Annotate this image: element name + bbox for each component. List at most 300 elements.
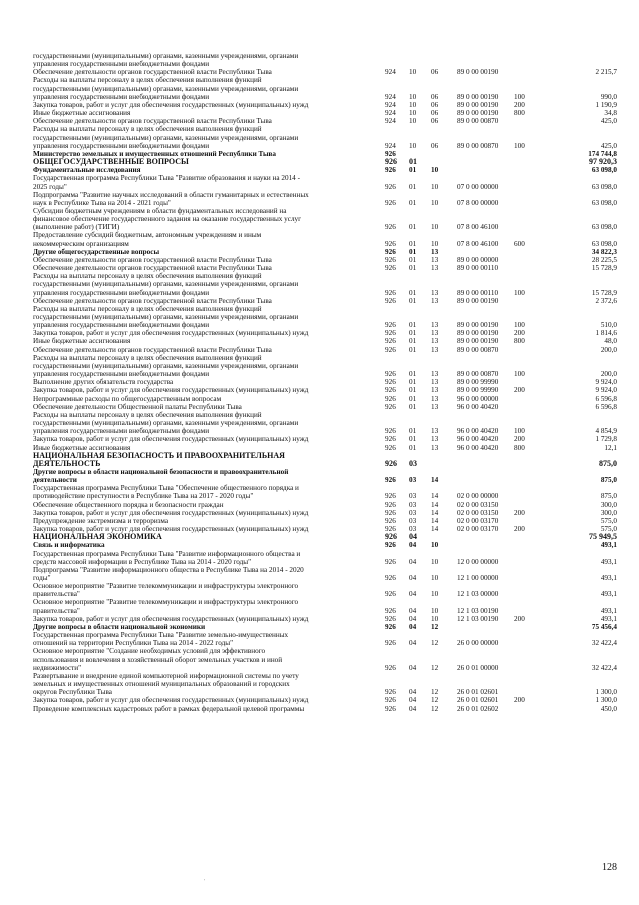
- admin-code: 926: [385, 427, 396, 436]
- admin-code: 926: [385, 492, 396, 501]
- table-row: [33, 158, 617, 166]
- section-code: 01: [409, 394, 417, 403]
- target-article-code: 89 0 00 00190: [457, 92, 499, 101]
- row-name: Обеспечение деятельности органов государственной власти Республики Тыва: [33, 345, 272, 354]
- table-row: [33, 142, 617, 150]
- subsection-code: 14: [431, 500, 439, 509]
- target-article-code: 96 0 00 00000: [457, 394, 499, 403]
- admin-code: 926: [385, 264, 396, 273]
- subsection-code: 10: [431, 541, 439, 550]
- row-name: управления государственными внебюджетными фондами: [33, 60, 210, 69]
- row-name: Обеспечение деятельности органов государственной власти Республики Тыва: [33, 255, 272, 264]
- admin-code: 926: [385, 541, 396, 550]
- target-article-code: 26 0 01 02601: [457, 696, 499, 705]
- table-row: [33, 117, 617, 125]
- amount: 450,0: [600, 704, 617, 713]
- section-code: 03: [409, 500, 417, 509]
- admin-code: 924: [385, 117, 396, 126]
- subsection-code: 10: [431, 198, 439, 207]
- expense-type-code: 200: [514, 386, 525, 395]
- amount: 425,0: [600, 141, 617, 150]
- table-row: [33, 378, 617, 386]
- row-name: ДЕЯТЕЛЬНОСТЬ: [33, 458, 101, 468]
- subsection-code: 12: [431, 639, 439, 648]
- row-name: Государственная программа Республики Тыва "Развитие земельно-имущественных: [33, 631, 289, 640]
- section-code: 04: [409, 614, 417, 623]
- amount: 48,0: [604, 337, 617, 346]
- subsection-code: 14: [431, 508, 439, 517]
- section-code: 03: [409, 458, 417, 468]
- section-code: 04: [409, 606, 417, 615]
- target-article-code: 07 8 00 00000: [457, 198, 499, 207]
- footer-mark: ': [204, 879, 206, 885]
- amount: 200,0: [600, 370, 617, 379]
- target-article-code: 89 0 00 99990: [457, 386, 499, 395]
- expense-type-code: 100: [514, 370, 525, 379]
- table-row: [33, 574, 617, 582]
- subsection-code: 10: [431, 182, 439, 191]
- admin-code: 926: [385, 247, 396, 256]
- subsection-code: 06: [431, 141, 439, 150]
- section-code: 10: [409, 141, 417, 150]
- target-article-code: 12 1 03 00190: [457, 614, 499, 623]
- target-article-code: 96 0 00 40420: [457, 427, 499, 436]
- section-code: 03: [409, 476, 417, 485]
- expense-type-code: 200: [514, 435, 525, 444]
- target-article-code: 26 0 01 02602: [457, 704, 499, 713]
- expense-type-code: 100: [514, 141, 525, 150]
- row-name: Обеспечение деятельности органов государственной власти Республики Тыва: [33, 296, 272, 305]
- section-code: 01: [409, 264, 417, 273]
- target-article-code: 96 0 00 40420: [457, 402, 499, 411]
- table-row: [33, 582, 617, 590]
- table-row: [33, 321, 617, 329]
- row-name: Закупка товаров, работ и услуг для обеспечения государственных (муниципальных) нужд: [33, 435, 309, 444]
- subsection-code: 12: [431, 696, 439, 705]
- subsection-code: 06: [431, 68, 439, 77]
- section-code: 03: [409, 508, 417, 517]
- admin-code: 926: [385, 394, 396, 403]
- target-article-code: 12 1 03 00000: [457, 590, 499, 599]
- admin-code: 926: [385, 345, 396, 354]
- table-row: [33, 395, 617, 403]
- section-code: 10: [409, 117, 417, 126]
- subsection-code: 12: [431, 663, 439, 672]
- subsection-code: 13: [431, 427, 439, 436]
- table-row: [33, 280, 617, 288]
- row-name: Расходы на выплаты персоналу в целях обеспечения выполнения функций: [33, 353, 262, 362]
- table-row: [33, 656, 617, 664]
- section-code: 01: [409, 255, 417, 264]
- target-article-code: 07 8 00 46100: [457, 239, 499, 248]
- table-row: [33, 52, 617, 60]
- amount: 75 949,5: [589, 532, 617, 542]
- table-row: [33, 223, 617, 231]
- section-code: 04: [409, 557, 417, 566]
- subsection-code: 10: [431, 557, 439, 566]
- subsection-code: 12: [431, 622, 439, 631]
- admin-code: 926: [385, 296, 396, 305]
- amount: 575,0: [600, 525, 617, 534]
- admin-code: 926: [385, 606, 396, 615]
- target-article-code: 02 0 00 03150: [457, 508, 499, 517]
- table-row: [33, 329, 617, 337]
- subsection-code: 14: [431, 476, 439, 485]
- row-name: государственными (муниципальными) органами, казенными учреждениями, органами: [33, 280, 299, 289]
- section-code: 01: [409, 321, 417, 330]
- subsection-code: 13: [431, 264, 439, 273]
- row-name: Обеспечение деятельности органов государственной власти Республики Тыва: [33, 264, 272, 273]
- row-name: средств массовой информации в Республике Тыва на 2014 - 2020 годы": [33, 557, 252, 566]
- admin-code: 926: [385, 435, 396, 444]
- amount: 2 372,6: [595, 296, 617, 305]
- table-row: [33, 664, 617, 672]
- section-code: 10: [409, 109, 417, 118]
- row-name: Обеспечение деятельности органов государственной власти Республики Тыва: [33, 117, 272, 126]
- expense-type-code: 200: [514, 614, 525, 623]
- amount: 34,8: [604, 109, 617, 118]
- section-code: 04: [409, 696, 417, 705]
- table-row: [33, 492, 617, 500]
- row-name: отношений на территории Республики Тыва на 2014 - 2022 годы": [33, 639, 234, 648]
- section-code: 04: [409, 590, 417, 599]
- amount: 200,0: [600, 345, 617, 354]
- table-row: [33, 313, 617, 321]
- admin-code: 926: [385, 557, 396, 566]
- row-name: Фундаментальные исследования: [33, 166, 141, 175]
- section-code: 01: [409, 402, 417, 411]
- section-code: 01: [409, 247, 417, 256]
- row-name: государственными (муниципальными) органами, казенными учреждениями, органами: [33, 52, 299, 60]
- row-name: управления государственными внебюджетными фондами: [33, 427, 210, 436]
- row-name: Предупреждение экстремизма и терроризма: [33, 516, 169, 525]
- amount: 4 854,9: [595, 427, 617, 436]
- amount: 300,0: [600, 500, 617, 509]
- row-name: Закупка товаров, работ и услуг для обеспечения государственных (муниципальных) нужд: [33, 100, 309, 109]
- row-name: Выполнение других обязательств государства: [33, 378, 174, 387]
- row-name: Субсидии бюджетным учреждениям в области фундаментальных исследований на: [33, 206, 287, 215]
- amount: 1 729,8: [595, 435, 617, 444]
- table-row: [33, 264, 617, 272]
- admin-code: 926: [385, 688, 396, 697]
- admin-code: 926: [385, 288, 396, 297]
- row-name: Основное мероприятие "Создание необходимых условий для эффективного: [33, 647, 266, 656]
- table-row: [33, 85, 617, 93]
- page-number: 128: [602, 862, 617, 873]
- target-article-code: 89 0 00 00190: [457, 337, 499, 346]
- row-name: Обеспечение общественного порядка и безопасности граждан: [33, 500, 224, 509]
- table-row: [33, 346, 617, 354]
- expense-type-code: 200: [514, 100, 525, 109]
- row-name: Связь и информатика: [33, 541, 105, 550]
- table-row: [33, 623, 617, 631]
- row-name: Обеспечение деятельности органов государственной власти Республики Тыва: [33, 68, 272, 77]
- row-name: Проведение комплексных кадастровых работ в рамках федеральной целевой программы: [33, 704, 305, 713]
- target-article-code: 12 1 00 00000: [457, 574, 499, 582]
- subsection-code: 13: [431, 321, 439, 330]
- amount: 63 098,0: [591, 166, 617, 175]
- amount: 875,0: [600, 492, 617, 501]
- amount: 97 920,3: [589, 157, 617, 167]
- admin-code: 926: [385, 639, 396, 648]
- row-name: Развертывание и внедрение единой компьютерной информационной системы по учету: [33, 671, 299, 680]
- subsection-code: 13: [431, 337, 439, 346]
- table-row: [33, 362, 617, 370]
- expense-type-code: 200: [514, 696, 525, 705]
- amount: 12,1: [604, 443, 617, 452]
- row-name: наук в Республике Тыва на 2014 - 2021 годы": [33, 198, 171, 207]
- admin-code: 926: [385, 239, 396, 248]
- table-row: [33, 199, 617, 207]
- admin-code: 924: [385, 100, 396, 109]
- section-code: 04: [409, 574, 417, 582]
- amount: 9 924,0: [595, 386, 617, 395]
- table-row: [33, 590, 617, 598]
- table-row: [33, 256, 617, 264]
- section-code: 01: [409, 329, 417, 338]
- amount: 2 215,7: [595, 68, 617, 77]
- section-code: 04: [409, 663, 417, 672]
- table-row: [33, 680, 617, 688]
- section-code: 01: [409, 296, 417, 305]
- target-article-code: 89 0 00 00190: [457, 68, 499, 77]
- table-row: [33, 68, 617, 76]
- table-row: [33, 272, 617, 280]
- expense-type-code: 200: [514, 508, 525, 517]
- table-row: [33, 93, 617, 101]
- subsection-code: 10: [431, 614, 439, 623]
- subsection-code: 10: [431, 166, 439, 175]
- table-row: [33, 672, 617, 680]
- target-article-code: 89 0 00 00190: [457, 100, 499, 109]
- table-row: [33, 134, 617, 142]
- amount: 1 814,6: [595, 329, 617, 338]
- subsection-code: 13: [431, 435, 439, 444]
- row-name: использования и вовлечения в хозяйственный оборот земельных участков и иной: [33, 655, 283, 664]
- row-name: НАЦИОНАЛЬНАЯ ЭКОНОМИКА: [33, 532, 162, 542]
- admin-code: 926: [385, 704, 396, 713]
- target-article-code: 12 0 00 00000: [457, 557, 499, 566]
- amount: 425,0: [600, 117, 617, 126]
- table-row: [33, 468, 617, 476]
- target-article-code: 02 0 00 03170: [457, 516, 499, 525]
- subsection-code: 10: [431, 590, 439, 599]
- amount: 174 744,8: [588, 149, 617, 158]
- target-article-code: 02 0 00 03150: [457, 500, 499, 509]
- admin-code: 926: [385, 476, 396, 485]
- admin-code: 926: [385, 337, 396, 346]
- section-code: 01: [409, 166, 417, 175]
- row-name: Основное мероприятие "Развитие телекоммуникации и инфраструктуры электронного: [33, 582, 299, 591]
- admin-code: 926: [385, 149, 396, 158]
- section-code: 01: [409, 435, 417, 444]
- expense-type-code: 600: [514, 239, 525, 248]
- admin-code: 926: [385, 255, 396, 264]
- target-article-code: 89 0 00 00110: [457, 264, 499, 273]
- admin-code: 926: [385, 182, 396, 191]
- table-row: [33, 435, 617, 443]
- subsection-code: 06: [431, 109, 439, 118]
- admin-code: 924: [385, 141, 396, 150]
- row-name: Основное мероприятие "Развитие телекоммуникации и инфраструктуры электронного: [33, 598, 299, 607]
- row-name: Государственная программа Республики Тыва "Обеспечение общественного порядка и: [33, 484, 299, 493]
- subsection-code: 13: [431, 443, 439, 452]
- subsection-code: 13: [431, 247, 439, 256]
- row-name: Закупка товаров, работ и услуг для обеспечения государственных (муниципальных) нужд: [33, 508, 309, 517]
- admin-code: 926: [385, 166, 396, 175]
- amount: 34 822,3: [591, 247, 617, 256]
- amount: 32 422,4: [591, 663, 617, 672]
- row-name: противодействие преступности в Республике Тыва на 2017 - 2020 годы": [33, 492, 254, 501]
- admin-code: 926: [385, 443, 396, 452]
- expense-type-code: 200: [514, 329, 525, 338]
- row-name: Закупка товаров, работ и услуг для обеспечения государственных (муниципальных) нужд: [33, 614, 309, 623]
- table-row: [33, 452, 617, 460]
- amount: 1 190,9: [595, 100, 617, 109]
- amount: 6 596,8: [595, 402, 617, 411]
- subsection-code: 13: [431, 329, 439, 338]
- table-row: [33, 305, 617, 313]
- row-name: управления государственными внебюджетными фондами: [33, 288, 210, 297]
- table-row: [33, 411, 617, 419]
- subsection-code: 13: [431, 378, 439, 387]
- amount: 28 225,5: [591, 255, 617, 264]
- row-name: Непрограммные расходы по общегосударственным вопросам: [33, 394, 222, 403]
- expense-type-code: 100: [514, 288, 525, 297]
- table-row: [33, 631, 617, 639]
- budget-table: [33, 52, 617, 713]
- target-article-code: 02 0 00 03170: [457, 525, 499, 534]
- row-name: Закупка товаров, работ и услуг для обеспечения государственных (муниципальных) нужд: [33, 525, 309, 534]
- table-row: [33, 533, 617, 541]
- admin-code: 926: [385, 500, 396, 509]
- target-article-code: 89 0 00 00190: [457, 329, 499, 338]
- row-name: Закупка товаров, работ и услуг для обеспечения государственных (муниципальных) нужд: [33, 386, 309, 395]
- admin-code: 926: [385, 614, 396, 623]
- admin-code: 926: [385, 329, 396, 338]
- table-row: [33, 705, 617, 713]
- row-name: Расходы на выплаты персоналу в целях обеспечения выполнения функций: [33, 76, 262, 85]
- row-name: Расходы на выплаты персоналу в целях обеспечения выполнения функций: [33, 125, 262, 134]
- table-row: [33, 566, 617, 574]
- table-row: [33, 289, 617, 297]
- expense-type-code: 100: [514, 92, 525, 101]
- target-article-code: 12 1 03 00190: [457, 606, 499, 615]
- row-name: Иные бюджетные ассигнования: [33, 443, 131, 452]
- amount: 6 596,8: [595, 394, 617, 403]
- target-article-code: 26 0 01 00000: [457, 663, 499, 672]
- section-code: 10: [409, 68, 417, 77]
- target-article-code: 89 0 00 00870: [457, 141, 499, 150]
- row-name: Государственная программа Республики Тыва "Развитие информационного общества и: [33, 549, 301, 558]
- amount: 493,1: [600, 606, 617, 615]
- row-name: Иные бюджетные ассигнования: [33, 337, 131, 346]
- admin-code: 926: [385, 508, 396, 517]
- row-name: Подпрограмма "Развитие научных исследований в области гуманитарных и естественных: [33, 190, 309, 199]
- table-row: [33, 109, 617, 117]
- row-name: недвижимости": [33, 663, 82, 672]
- subsection-code: 13: [431, 296, 439, 305]
- target-article-code: 26 0 01 02601: [457, 688, 499, 697]
- section-code: 04: [409, 622, 417, 631]
- row-name: Расходы на выплаты персоналу в целях обеспечения выполнения функций: [33, 304, 262, 313]
- subsection-code: 13: [431, 345, 439, 354]
- row-name: государственными (муниципальными) органами, казенными учреждениями, органами: [33, 419, 299, 428]
- target-article-code: 96 0 00 40420: [457, 435, 499, 444]
- subsection-code: 14: [431, 525, 439, 534]
- subsection-code: 14: [431, 516, 439, 525]
- admin-code: 926: [385, 696, 396, 705]
- row-name: управления государственными внебюджетными фондами: [33, 92, 210, 101]
- target-article-code: 89 0 00 00110: [457, 288, 499, 297]
- table-row: [33, 476, 617, 484]
- admin-code: 926: [385, 516, 396, 525]
- section-code: 03: [409, 525, 417, 534]
- section-code: 01: [409, 157, 417, 167]
- row-name: Обеспечение деятельности Общественной палаты Республики Тыва: [33, 402, 242, 411]
- table-row: [33, 125, 617, 133]
- target-article-code: 89 0 00 00000: [457, 255, 499, 264]
- target-article-code: 89 0 00 00870: [457, 345, 499, 354]
- target-article-code: 26 0 00 00000: [457, 639, 499, 648]
- admin-code: 924: [385, 109, 396, 118]
- target-article-code: 89 0 00 00190: [457, 296, 499, 305]
- amount: 63 098,0: [591, 198, 617, 207]
- table-row: [33, 419, 617, 427]
- table-row: [33, 639, 617, 647]
- row-name: деятельности: [33, 476, 77, 485]
- section-code: 01: [409, 198, 417, 207]
- section-code: 04: [409, 532, 417, 542]
- subsection-code: 10: [431, 606, 439, 615]
- row-name: Другие вопросы в области национальной экономики: [33, 622, 206, 631]
- table-row: [33, 427, 617, 435]
- section-code: 03: [409, 492, 417, 501]
- table-row: [33, 60, 617, 68]
- row-name: правительства": [33, 590, 80, 599]
- expense-type-code: 100: [514, 427, 525, 436]
- table-row: [33, 484, 617, 492]
- table-row: [33, 386, 617, 394]
- row-name: государственными (муниципальными) органами, казенными учреждениями, органами: [33, 361, 299, 370]
- expense-type-code: 800: [514, 109, 525, 118]
- row-name: Иные бюджетные ассигнования: [33, 109, 131, 118]
- table-row: [33, 191, 617, 199]
- admin-code: 926: [385, 321, 396, 330]
- table-row: [33, 607, 617, 615]
- amount: 63 098,0: [591, 182, 617, 191]
- section-code: 01: [409, 239, 417, 248]
- amount: 15 728,9: [591, 264, 617, 273]
- amount: 493,1: [600, 557, 617, 566]
- admin-code: 924: [385, 68, 396, 77]
- amount: 990,0: [600, 92, 617, 101]
- admin-code: 926: [385, 532, 397, 542]
- table-row: [33, 354, 617, 362]
- subsection-code: 06: [431, 100, 439, 109]
- amount: 300,0: [600, 508, 617, 517]
- admin-code: 926: [385, 157, 397, 167]
- amount: 493,1: [600, 574, 617, 582]
- expense-type-code: 200: [514, 525, 525, 534]
- amount: 575,0: [600, 516, 617, 525]
- expense-type-code: 800: [514, 337, 525, 346]
- section-code: 01: [409, 370, 417, 379]
- amount: 1 300,0: [595, 688, 617, 697]
- table-row: [33, 517, 617, 525]
- subsection-code: 13: [431, 288, 439, 297]
- expense-type-code: 800: [514, 443, 525, 452]
